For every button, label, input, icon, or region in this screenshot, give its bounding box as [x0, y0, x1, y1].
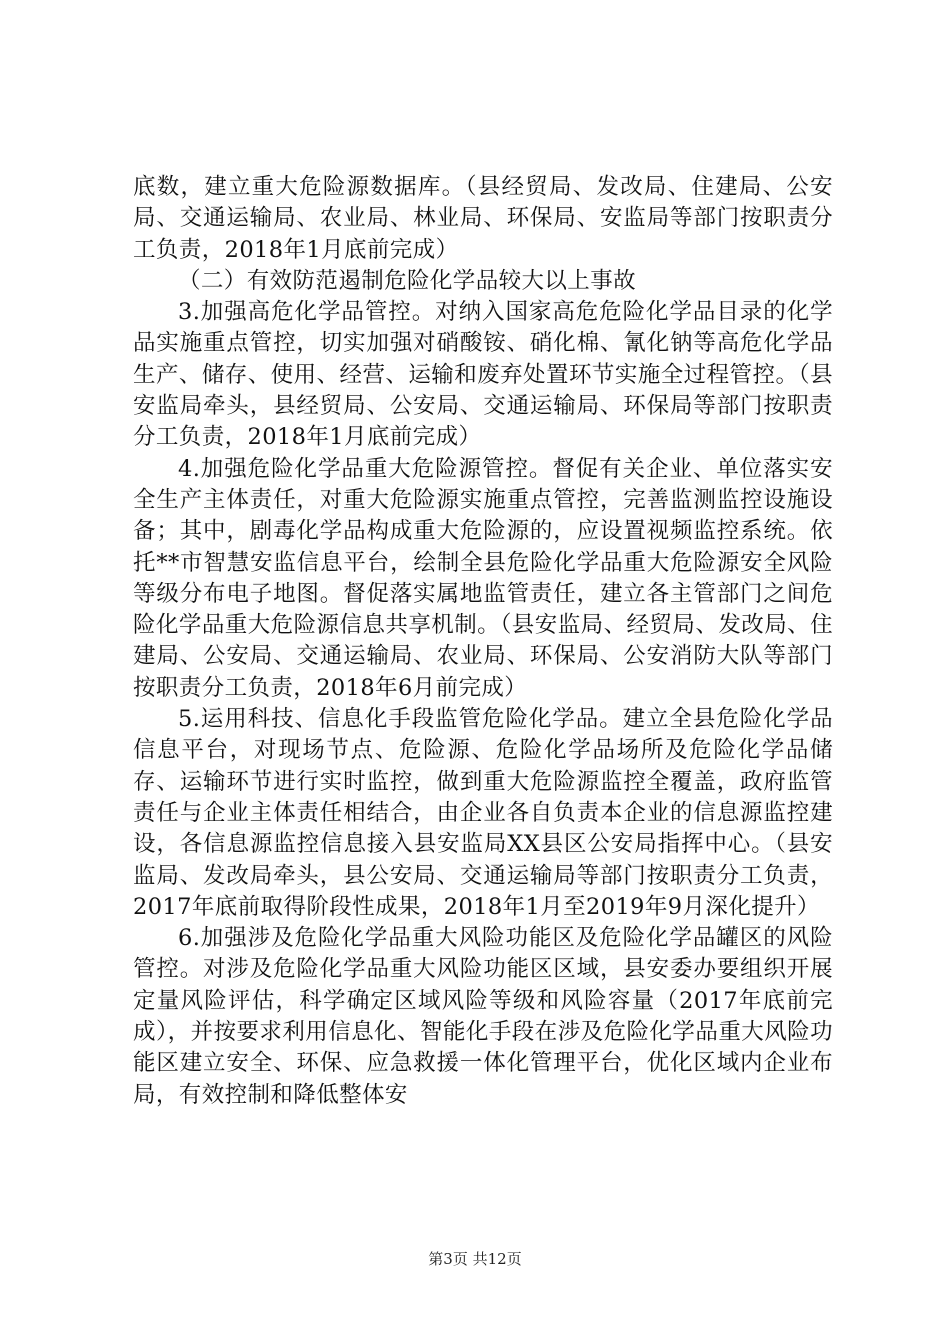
page-footer: 第3页 共12页	[428, 1250, 522, 1268]
document-body	[133, 172, 833, 1111]
paragraph-item-5: 5.运用科技、信息化手段监管危险化学品。建立全县危险化学品信息平台，对现场节点、危险源、危险化学品场所及危险化学品储存、运输环节进行实时监控，做到重大危险源监控全覆盖，政府监管责任与企业主体责任相结合，由企业各自负责本企业的信息源监控建设，各信息源监控信息接入县安监局XX县区公安局指挥中心。（县安监局、发改局牵头，县公安局、交通运输局等部门按职责分工负责，2017年底前取得阶段性成果，2018年1月至2019年9月深化提升）	[133, 706, 833, 920]
paragraph-item-6: 6.加强涉及危险化学品重大风险功能区及危险化学品罐区的风险管控。对涉及危险化学品重大风险功能区区域，县安委办要组织开展定量风险评估，科学确定区域风险等级和风险容量（2017年底前完成），并按要求利用信息化、智能化手段在涉及危险化学品重大风险功能区建立安全、环保、应急救援一体化管理平台，优化区域内企业布局，有效控制和降低整体安	[133, 925, 833, 1108]
section-heading-2: （二）有效防范遏制危险化学品较大以上事故	[178, 267, 637, 294]
paragraph-item-3: 3.加强高危化学品管控。对纳入国家高危危险化学品目录的化学品实施重点管控，切实加强对硝酸铵、硝化棉、氰化钠等高危化学品生产、储存、使用、经营、运输和废弃处置环节实施全过程管控。（县安监局牵头，县经贸局、公安局、交通运输局、环保局等部门按职责分工负责，2018年1月底前完成）	[133, 299, 833, 451]
paragraph-item-4: 4.加强危险化学品重大危险源管控。督促有关企业、单位落实安全生产主体责任，对重大危险源实施重点管控，完善监测监控设施设备；其中，剧毒化学品构成重大危险源的，应设置视频监控系统。依托**市智慧安监信息平台，绘制全县危险化学品重大危险源安全风险等级分布电子地图。督促落实属地监管责任，建立各主管部门之间危险化学品重大危险源信息共享机制。（县安监局、经贸局、发改局、住建局、公安局、交通运输局、农业局、环保局、公安消防大队等部门按职责分工负责，2018年6月前完成）	[133, 455, 833, 701]
paragraph-continuation: 底数，建立重大危险源数据库。（县经贸局、发改局、住建局、公安局、交通运输局、农业局、林业局、环保局、安监局等部门按职责分工负责，2018年1月底前完成）	[133, 174, 833, 263]
